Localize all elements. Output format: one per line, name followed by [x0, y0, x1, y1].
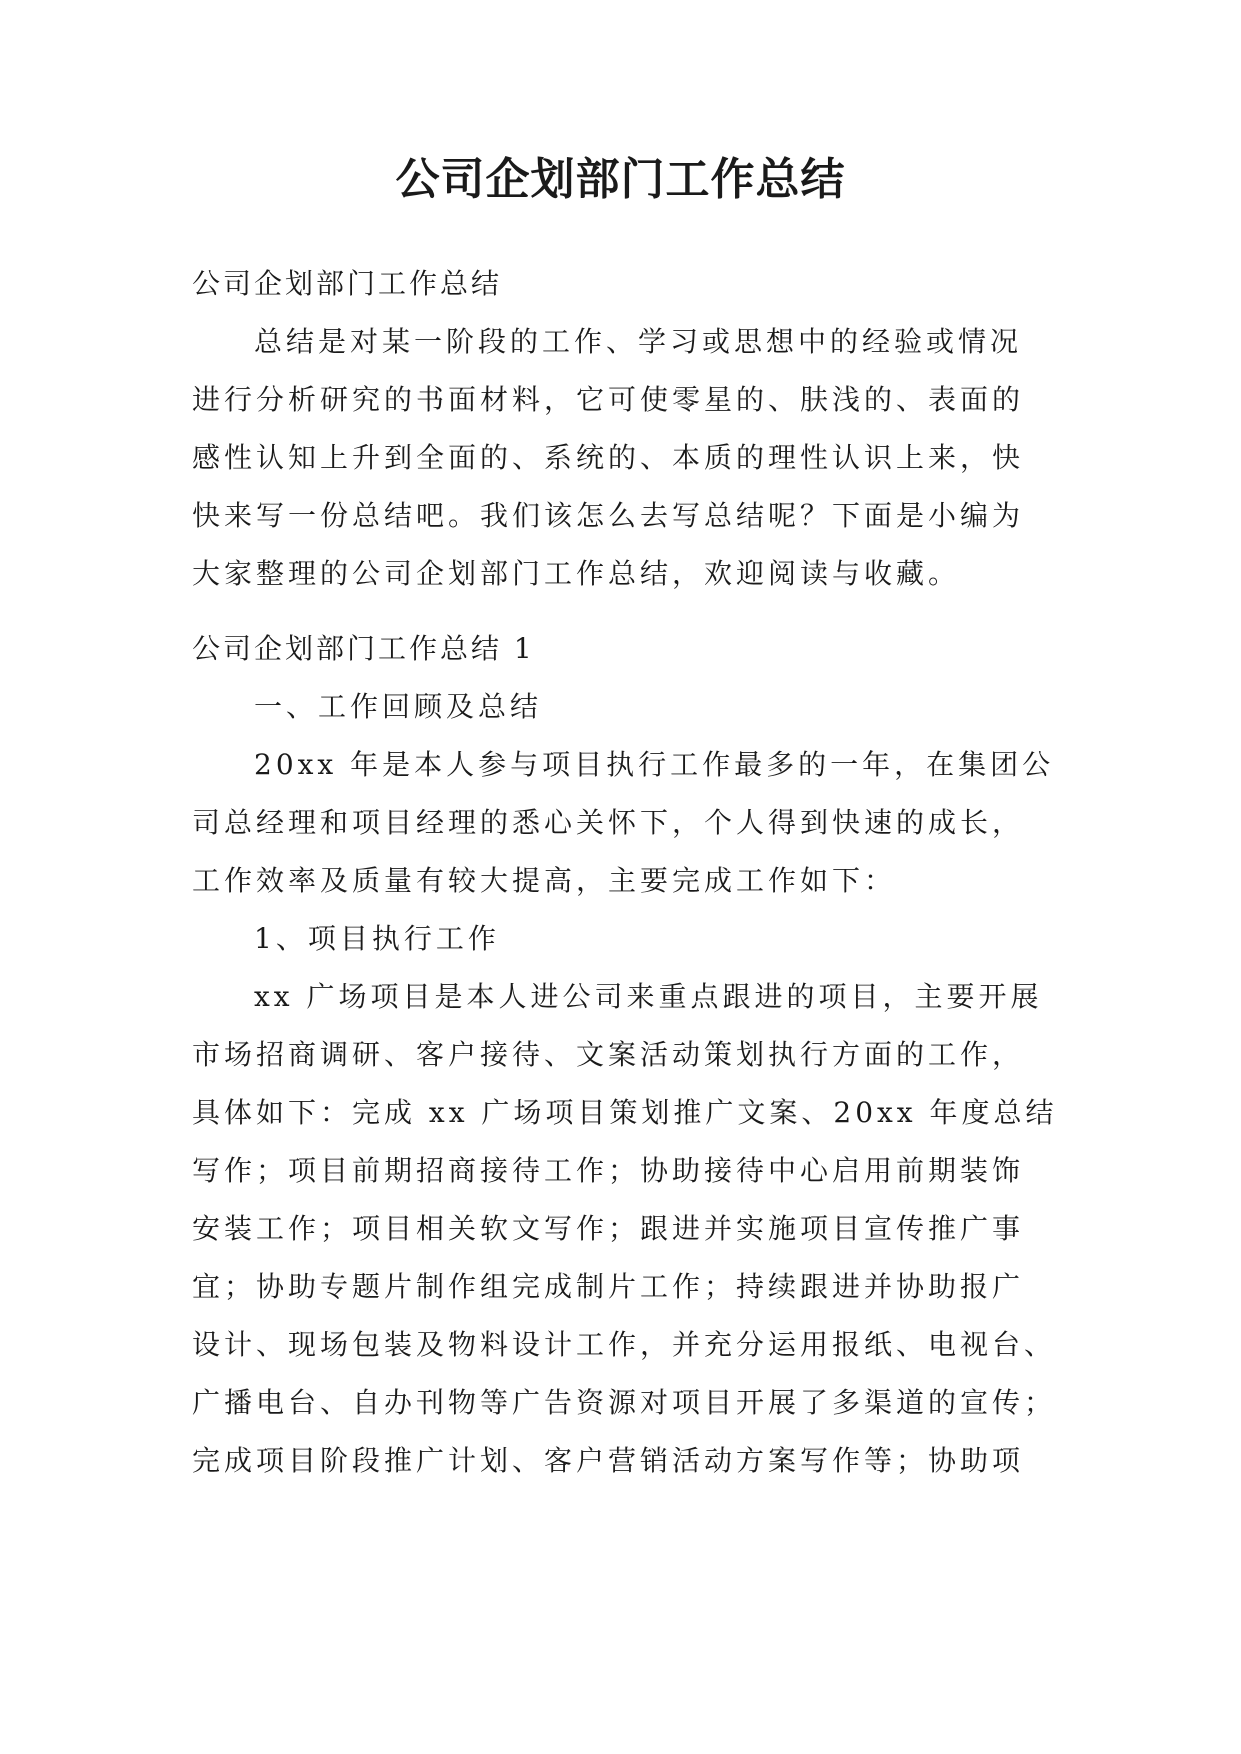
- section-1: [192, 620, 1058, 1490]
- intro-line: 感性认知上升到全面的、系统的、本质的理性认识上来，快: [192, 441, 1025, 474]
- document-title: 公司企划部门工作总结: [395, 154, 846, 205]
- paragraph-line: 设计、现场包装及物料设计工作，并充分运用报纸、电视台、: [192, 1328, 1057, 1361]
- paragraph-line: 市场招商调研、客户接待、文案活动策划执行方面的工作，: [192, 1038, 1025, 1071]
- paragraph-line: 宜；协助专题片制作组完成制片工作；持续跟进并协助报广: [192, 1270, 1025, 1303]
- paragraph-line: 广播电台、自办刊物等广告资源对项目开展了多渠道的宣传；: [192, 1386, 1057, 1419]
- section-heading: 公司企划部门工作总结 1: [192, 632, 535, 665]
- intro-line: 大家整理的公司企划部门工作总结，欢迎阅读与收藏。: [192, 557, 961, 590]
- intro-section: [192, 255, 1052, 603]
- section-subheading: 一、工作回顾及总结: [254, 690, 543, 723]
- paragraph-line: 司总经理和项目经理的悉心关怀下，个人得到快速的成长，: [192, 806, 1025, 839]
- paragraph-line: xx 广场项目是本人进公司来重点跟进的项目，主要开展: [254, 980, 1043, 1013]
- list-item-heading: 1、项目执行工作: [254, 922, 500, 955]
- intro-line: 快来写一份总结吧。我们该怎么去写总结呢？下面是小编为: [192, 499, 1025, 532]
- paragraph-line: 完成项目阶段推广计划、客户营销活动方案写作等；协助项: [192, 1444, 1025, 1477]
- paragraph-line: 具体如下：完成 xx 广场项目策划推广文案、20xx 年度总结: [192, 1096, 1058, 1129]
- intro-line: 进行分析研究的书面材料，它可使零星的、肤浅的、表面的: [192, 383, 1025, 416]
- intro-line: 总结是对某一阶段的工作、学习或思想中的经验或情况: [254, 325, 1023, 358]
- paragraph-line: 安装工作；项目相关软文写作；跟进并实施项目宣传推广事: [192, 1212, 1025, 1245]
- intro-heading: 公司企划部门工作总结: [192, 267, 503, 300]
- paragraph-line: 工作效率及质量有较大提高，主要完成工作如下：: [192, 864, 897, 897]
- paragraph-line: 写作；项目前期招商接待工作；协助接待中心启用前期装饰: [192, 1154, 1025, 1187]
- paragraph-line: 20xx 年是本人参与项目执行工作最多的一年，在集团公: [254, 748, 1055, 781]
